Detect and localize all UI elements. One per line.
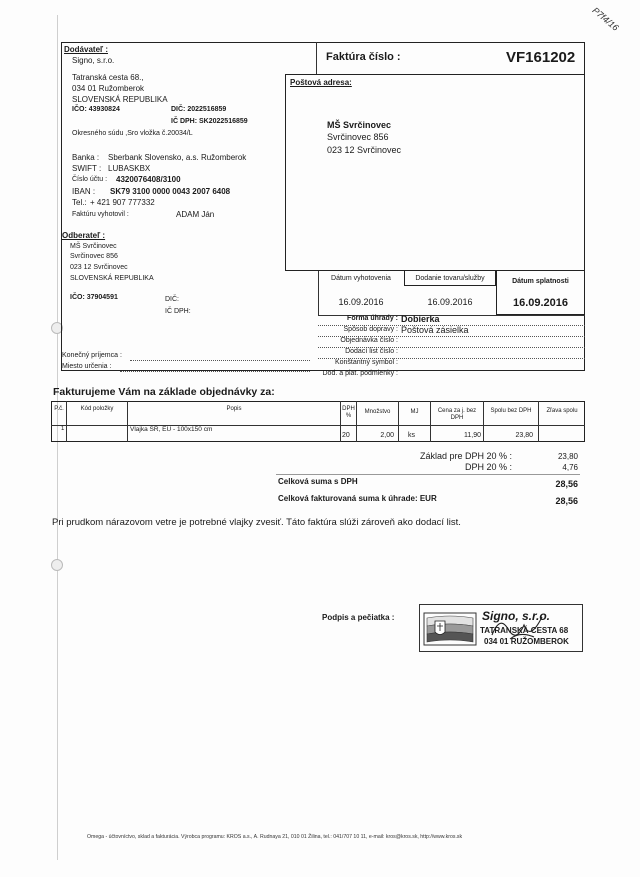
vat-value: 4,76 — [562, 463, 578, 472]
items-heading: Fakturujeme Vám na základe objednávky za: — [53, 386, 275, 398]
shipping-method-value: Poštová zásielka — [401, 325, 469, 335]
row-price: 11,90 — [464, 432, 481, 439]
constant-symbol-label: Konštantný symbol : — [334, 359, 398, 366]
customer-country: SLOVENSKÁ REPUBLIKA — [70, 275, 154, 282]
delivery-date-label: Dodanie tovaru/služby — [415, 275, 485, 282]
payment-form-value: Dobierka — [401, 314, 440, 324]
terms-label: Dod. a plat. podmienky : — [322, 370, 398, 377]
postal-address-box — [285, 74, 585, 271]
col-header-vat: DPH % — [342, 406, 355, 419]
row-no: 1 — [61, 426, 65, 432]
col-header-discount: Zľava spolu — [546, 408, 578, 414]
payment-form-label: Forma úhrady : — [347, 315, 398, 322]
received-line — [130, 360, 310, 361]
col-header-total: Spolu bez DPH — [490, 408, 532, 414]
order-number-label: Objednávka číslo : — [340, 337, 398, 344]
account-label: Číslo účtu : — [72, 176, 108, 183]
invoice-number: VF161202 — [506, 49, 576, 66]
tel-value: + 421 907 777332 — [90, 198, 155, 207]
issue-date-label: Dátum vyhotovenia — [331, 275, 391, 282]
iban-value: SK79 3100 0000 0043 2007 6408 — [110, 187, 231, 196]
stamp-company: Signo, s.r.o. — [482, 609, 551, 623]
swift-value: LUBASKBX — [108, 164, 151, 173]
row-vat: 20 — [342, 432, 350, 439]
col-header-no: P.č. — [54, 406, 64, 412]
customer-icdph: IČ DPH: — [165, 308, 191, 315]
col-header-desc: Popis — [226, 406, 242, 412]
destination-line — [120, 371, 310, 372]
supplier-country: SLOVENSKÁ REPUBLIKA — [72, 95, 168, 104]
flag-logo-icon — [423, 612, 477, 646]
total-with-vat-label: Celková suma s DPH — [278, 477, 358, 486]
received-label: Konečný príjemca : — [62, 352, 122, 359]
issue-date-value: 16.09.2016 — [338, 297, 384, 307]
customer-name: MŠ Svrčinovec — [70, 243, 117, 250]
total-with-vat-value: 28,56 — [555, 479, 578, 489]
punch-hole-bottom — [51, 559, 63, 571]
customer-ico: IČO: 37904591 — [70, 294, 118, 301]
supplier-city: 034 01 Ružomberok — [72, 84, 145, 93]
customer-heading: Odberateľ : — [62, 231, 106, 240]
col-header-price: Cena za j. bez DPH — [437, 408, 477, 421]
supplier-ico: IČO: 43930824 — [72, 106, 120, 113]
due-date-label: Dátum splatnosti — [512, 278, 569, 285]
vat-base-label: Základ pre DPH 20 % : — [419, 451, 512, 461]
issued-by-value: ADAM Ján — [176, 210, 215, 219]
bank-label: Banka : — [72, 153, 100, 162]
customer-street: Svrčinovec 856 — [70, 253, 118, 260]
stamp-city: 034 01 RUŽOMBEROK — [484, 637, 569, 646]
postal-heading: Poštová adresa: — [290, 78, 352, 87]
col-header-qty: Množstvo — [364, 409, 391, 415]
stamp-street: TATRANSKÁ CESTA 68 — [480, 626, 569, 635]
signature-label: Podpis a pečiatka : — [322, 613, 395, 622]
account-value: 4320076408/3100 — [116, 175, 181, 184]
delivery-note-label: Dodací list číslo : — [345, 348, 398, 355]
shipping-method-label: Spôsob dopravy : — [343, 326, 398, 333]
col-header-code: Kód položky — [80, 406, 114, 412]
issued-by-label: Faktúru vyhotovil : — [72, 211, 129, 218]
row-qty: 2,00 — [380, 432, 394, 439]
postal-street: Svrčinovec 856 — [327, 132, 389, 142]
row-unit: ks — [408, 432, 415, 439]
delivery-date-value: 16.09.2016 — [427, 297, 473, 307]
footer-credits: Omega - účtovníctvo, sklad a fakturácia. Výrobca programu: KROS a.s., A. Rudnaya 21, 010 01 Žilina, tel.: 041/707 10 11, e-mail: kros@kros.sk, http://www.kros.sk — [87, 834, 463, 840]
iban-label: IBAN : — [72, 187, 96, 196]
supplier-street: Tatranská cesta 68., — [72, 73, 144, 82]
postal-city: 023 12 Svrčinovec — [327, 145, 402, 155]
header-divider — [316, 42, 317, 74]
vat-base-value: 23,80 — [557, 452, 578, 461]
wind-note: Pri prudkom nárazovom vetre je potrebné vlajky zvesiť. Táto faktúra slúži zároveň ako dodací list. — [52, 517, 461, 528]
total-due-label: Celková fakturovaná suma k úhrade: EUR — [278, 494, 437, 503]
bank-value: Sberbank Slovensko, a.s. Ružomberok — [108, 153, 247, 162]
customer-dic: DIČ: — [165, 296, 179, 303]
customer-city: 023 12 Svrčinovec — [70, 264, 128, 271]
row-total: 23,80 — [515, 432, 533, 439]
supplier-name: Signo, s.r.o. — [72, 56, 115, 65]
tel-label: Tel.: — [72, 198, 87, 207]
col-header-unit: MJ — [410, 409, 419, 415]
total-due-value: 28,56 — [555, 496, 578, 506]
supplier-icdph: IČ DPH: SK2022516859 — [171, 118, 248, 125]
vat-label: DPH 20 % : — [464, 462, 512, 472]
supplier-heading: Dodávateľ : — [64, 45, 108, 54]
due-date-value: 16.09.2016 — [512, 297, 569, 309]
company-stamp — [419, 604, 583, 652]
handwritten-signature — [490, 611, 550, 645]
destination-label: Miesto určenia : — [62, 363, 112, 370]
swift-label: SWIFT : — [72, 164, 102, 173]
invoice-label: Faktúra číslo : — [326, 51, 401, 63]
supplier-court: Okresného súdu ,Sro vložka č.20034/L — [72, 130, 193, 137]
supplier-dic: DIČ: 2022516859 — [171, 106, 227, 113]
row-desc: Vlajka SR, EU - 100x150 cm — [130, 426, 213, 433]
corner-handwritten-mark: P7f4/16 — [590, 5, 621, 33]
postal-name: MŠ Svrčinovec — [327, 120, 392, 130]
